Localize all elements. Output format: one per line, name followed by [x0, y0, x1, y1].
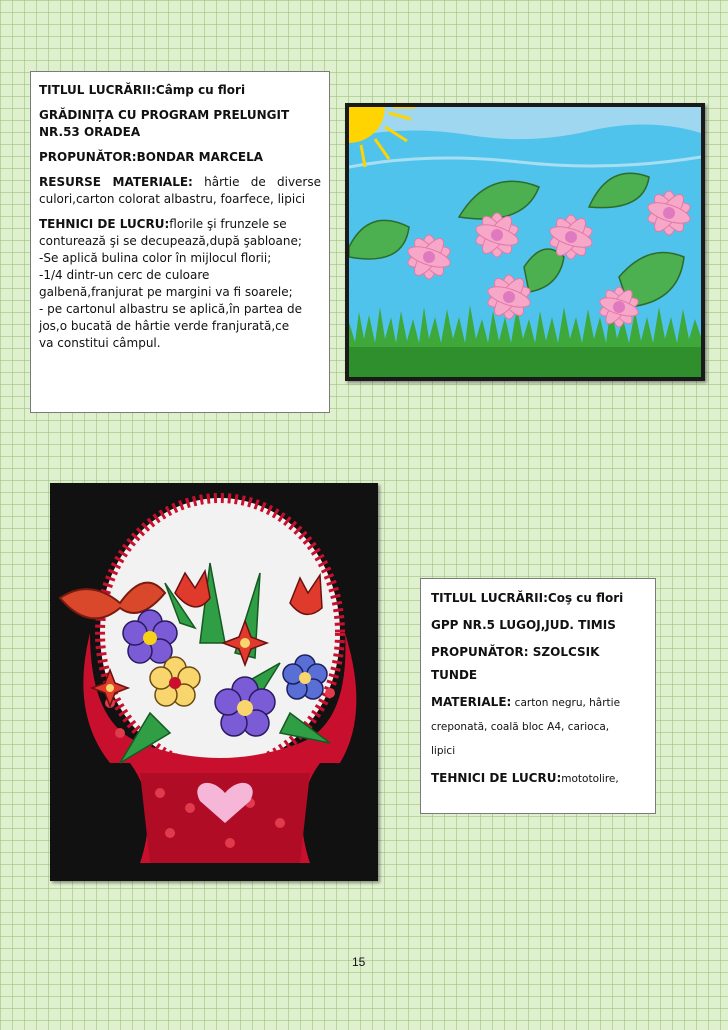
school-line-1: GRĂDINIȚA CU PROGRAM PRELUNGIT [39, 108, 290, 122]
techniques-line: - pe cartonul albastru se aplică,în partea de [39, 302, 302, 316]
title-value: Câmp cu flori [155, 83, 246, 97]
proposer-line-1: PROPUNĂTOR: SZOLCSIK [431, 645, 600, 659]
proposer-line-2: TUNDE [431, 668, 478, 682]
project1-textbox [30, 71, 330, 413]
project1-title [39, 82, 321, 99]
techniques-label: TEHNICI DE LUCRU: [39, 217, 170, 231]
flower-basket-photo [50, 483, 378, 881]
resources-label: RESURSE MATERIALE: [39, 175, 193, 189]
techniques-line: -1/4 dintr-un cerc de culoare [39, 268, 210, 282]
materials-label: MATERIALE: [431, 695, 512, 709]
techniques-label: TEHNICI DE LUCRU: [431, 771, 562, 785]
project1-resources [39, 174, 321, 208]
field-of-flowers-photo [345, 103, 705, 381]
project1-school [39, 107, 321, 141]
title-value: Coş cu flori [547, 591, 624, 605]
techniques-value: mototolire, [561, 773, 619, 785]
project1-proposer: PROPUNĂTOR:BONDAR MARCELA [39, 150, 264, 164]
techniques-line: va constitui câmpul. [39, 336, 161, 350]
techniques-line: conturează şi se decupează,după şabloane; [39, 234, 302, 248]
field-of-flowers-artwork [349, 107, 701, 377]
project2-title [431, 587, 645, 610]
materials-line: creponată, coală bloc A4, carioca, [431, 721, 610, 733]
school-line-2: NR.53 ORADEA [39, 125, 141, 139]
materials-line: carton negru, hârtie [511, 697, 621, 709]
project2-materials [431, 691, 645, 763]
techniques-line: jos,o bucată de hârtie verde franjurată,ce [39, 319, 290, 333]
title-label: TITLUL LUCRĂRII: [39, 83, 156, 97]
materials-line: lipici [431, 745, 456, 757]
project1-techniques [39, 216, 321, 352]
project2-school: GPP NR.5 LUGOJ,JUD. TIMIS [431, 618, 616, 632]
project2-proposer [431, 641, 645, 687]
resources-value: hârtie de diverse culori,carton colorat albastru, foarfece, lipici [39, 175, 321, 206]
techniques-line: -Se aplică bulina color în mijlocul florii; [39, 251, 272, 265]
flower-basket-artwork [50, 483, 378, 881]
title-label: TITLUL LUCRĂRII: [431, 591, 548, 605]
project2-textbox [420, 578, 656, 814]
project2-techniques [431, 767, 645, 791]
page-number: 15 [352, 955, 366, 969]
techniques-line: galbenă,franjurat pe margini va fi soarele; [39, 285, 293, 299]
techniques-line: florile şi frunzele se [169, 217, 287, 231]
